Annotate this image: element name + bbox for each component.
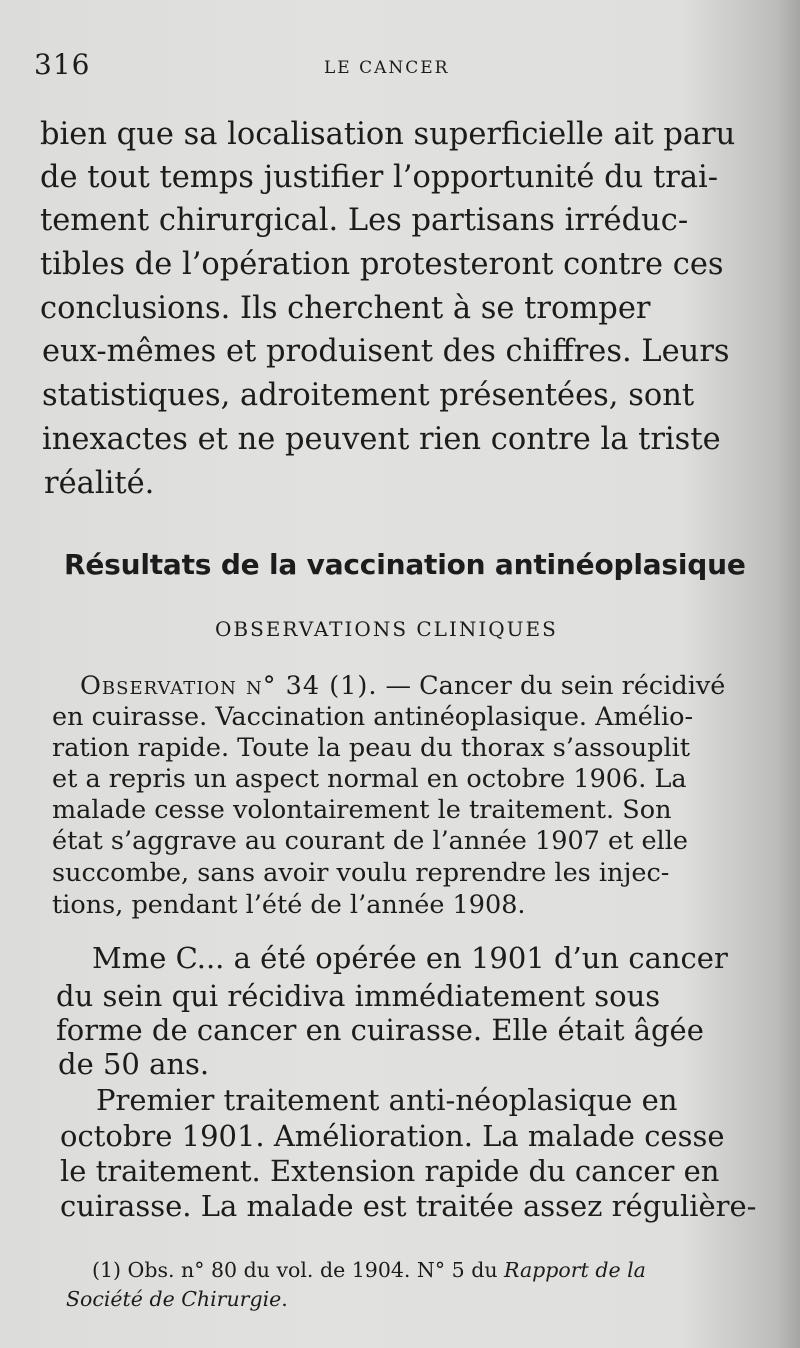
footnote-italic-text: Rapport de la (504, 1258, 646, 1282)
footnote-italic-text: Société de Chirurgie (66, 1287, 282, 1311)
footnote-line-1 (92, 1258, 646, 1282)
text-line: Mme C... a été opérée en 1901 d’un cancer (92, 941, 728, 975)
observation-first-line-text: — Cancer du sein récidivé (377, 671, 726, 701)
text-line: cuirasse. La malade est traitée assez régulière- (60, 1189, 757, 1223)
text-line: forme de cancer en cuirasse. Elle était âgée (56, 1013, 704, 1047)
text-line: bien que sa localisation superficielle ait paru (40, 117, 736, 152)
section-heading: Résultats de la vaccination antinéoplasique (64, 548, 746, 581)
text-line: conclusions. Ils cherchent à se tromper (40, 291, 651, 326)
text-line: en cuirasse. Vaccination antinéoplasique. Amélio- (52, 702, 694, 732)
footnote-text: . (281, 1287, 288, 1311)
text-line: le traitement. Extension rapide du cancer en (60, 1154, 720, 1188)
page-header (34, 48, 534, 88)
text-line: eux-mêmes et produisent des chiffres. Leurs (42, 334, 730, 369)
section-subheading: OBSERVATIONS CLINIQUES (215, 617, 558, 641)
text-line: tibles de l’opération protesteront contre ces (40, 247, 724, 282)
text-line: tement chirurgical. Les partisans irréduc- (40, 203, 689, 238)
text-line: du sein qui récidiva immédiatement sous (56, 979, 661, 1013)
text-line: et a repris un aspect normal en octobre 1906. La (52, 764, 687, 794)
observation-first-line (80, 671, 726, 701)
observation-label: Observation n° 34 (1). (80, 671, 378, 701)
text-line: tions, pendant l’été de l’année 1908. (52, 890, 526, 920)
text-line: de tout temps justifier l’opportunité du trai- (40, 160, 719, 195)
footnote-line-2 (66, 1287, 288, 1311)
text-line: succombe, sans avoir voulu reprendre les injec- (52, 858, 670, 888)
text-line: statistiques, adroitement présentées, sont (42, 378, 695, 413)
text-line: réalité. (44, 466, 155, 501)
text-line: inexactes et ne peuvent rien contre la triste (42, 422, 721, 457)
text-line: de 50 ans. (58, 1047, 210, 1081)
text-line: malade cesse volontairement le traitement. Son (52, 795, 672, 825)
text-line: Premier traitement anti-néoplasique en (96, 1083, 678, 1117)
text-line: état s’aggrave au courant de l’année 1907 et elle (52, 826, 688, 856)
text-line: ration rapide. Toute la peau du thorax s’assouplit (52, 733, 691, 763)
running-head: LE CANCER (324, 58, 450, 78)
page-number: 316 (34, 48, 91, 81)
text-line: octobre 1901. Amélioration. La malade cesse (60, 1119, 725, 1153)
footnote-text: (1) Obs. n° 80 du vol. de 1904. N° 5 du (92, 1258, 505, 1282)
